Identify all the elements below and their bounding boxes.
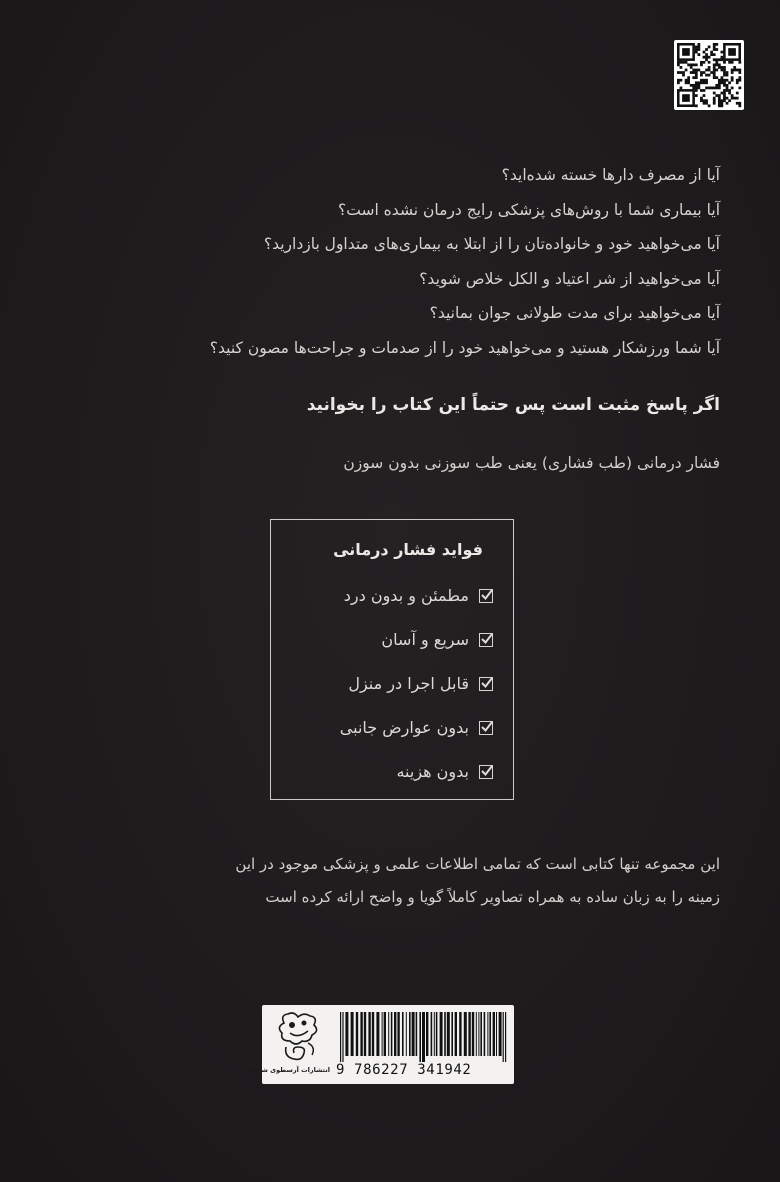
description-line: این مجموعه تنها کتابی است که تمامی اطلاعات علمی و پزشکی موجود در این bbox=[235, 855, 720, 873]
question-item: آیا بیماری شما با روش‌های پزشکی رایج درمان نشده است؟ bbox=[338, 200, 720, 219]
benefit-label: سریع و آسان bbox=[381, 630, 469, 649]
question-item: آیا از مصرف دارها خسته شده‌اید؟ bbox=[501, 166, 720, 184]
question-item: آیا شما ورزشکار هستید و می‌خواهید خود را از صدمات و جراحت‌ها مصون کنید؟ bbox=[209, 338, 720, 357]
benefit-label: مطمئن و بدون درد bbox=[343, 586, 469, 605]
checkbox-checked-icon bbox=[479, 589, 493, 603]
isbn-number: 9 786227 341942 bbox=[336, 1062, 472, 1078]
question-item: آیا می‌خواهید برای مدت طولانی جوان بمانید؟ bbox=[429, 304, 720, 322]
call-to-action: اگر پاسخ مثبت است پس حتماً این کتاب را بخوانید bbox=[306, 395, 720, 415]
question-item: آیا می‌خواهید از شر اعتیاد و الکل خلاص شوید؟ bbox=[419, 269, 720, 288]
isbn-barcode-panel bbox=[245, 1005, 514, 1084]
benefits-title: فواید فشار درمانی bbox=[333, 540, 483, 559]
definition-text: فشار درمانی (طب فشاری) یعنی طب سوزنی بدون سوزن bbox=[343, 454, 720, 472]
benefit-label: بدون عوارض جانبی bbox=[339, 718, 469, 737]
checkbox-checked-icon bbox=[479, 633, 493, 647]
benefit-item bbox=[348, 670, 493, 698]
publisher-name: انتشارات آرسطوی شلاقی bbox=[245, 1066, 330, 1074]
qr-code-icon bbox=[674, 40, 744, 110]
benefit-label: قابل اجرا در منزل bbox=[348, 674, 469, 693]
question-item: آیا می‌خواهید خود و خانواده‌تان را از ابتلا به بیماری‌های متداول بازدارید؟ bbox=[263, 235, 720, 253]
benefits-box bbox=[270, 519, 514, 800]
checkbox-checked-icon bbox=[479, 677, 493, 691]
description-line: زمینه را به زبان ساده به همراه تصاویر کاملاً گویا و واضح ارائه کرده است bbox=[265, 888, 720, 906]
benefit-label: بدون هزینه bbox=[396, 762, 469, 781]
barcode-icon bbox=[334, 1012, 510, 1062]
benefit-item bbox=[381, 626, 493, 654]
checkbox-checked-icon bbox=[479, 721, 493, 735]
benefit-item bbox=[344, 582, 493, 610]
checkbox-checked-icon bbox=[479, 765, 493, 779]
question-list bbox=[110, 158, 720, 365]
benefit-item bbox=[340, 714, 493, 742]
benefit-item bbox=[396, 758, 493, 786]
book-description bbox=[100, 848, 720, 914]
publisher-logo bbox=[245, 1009, 330, 1080]
